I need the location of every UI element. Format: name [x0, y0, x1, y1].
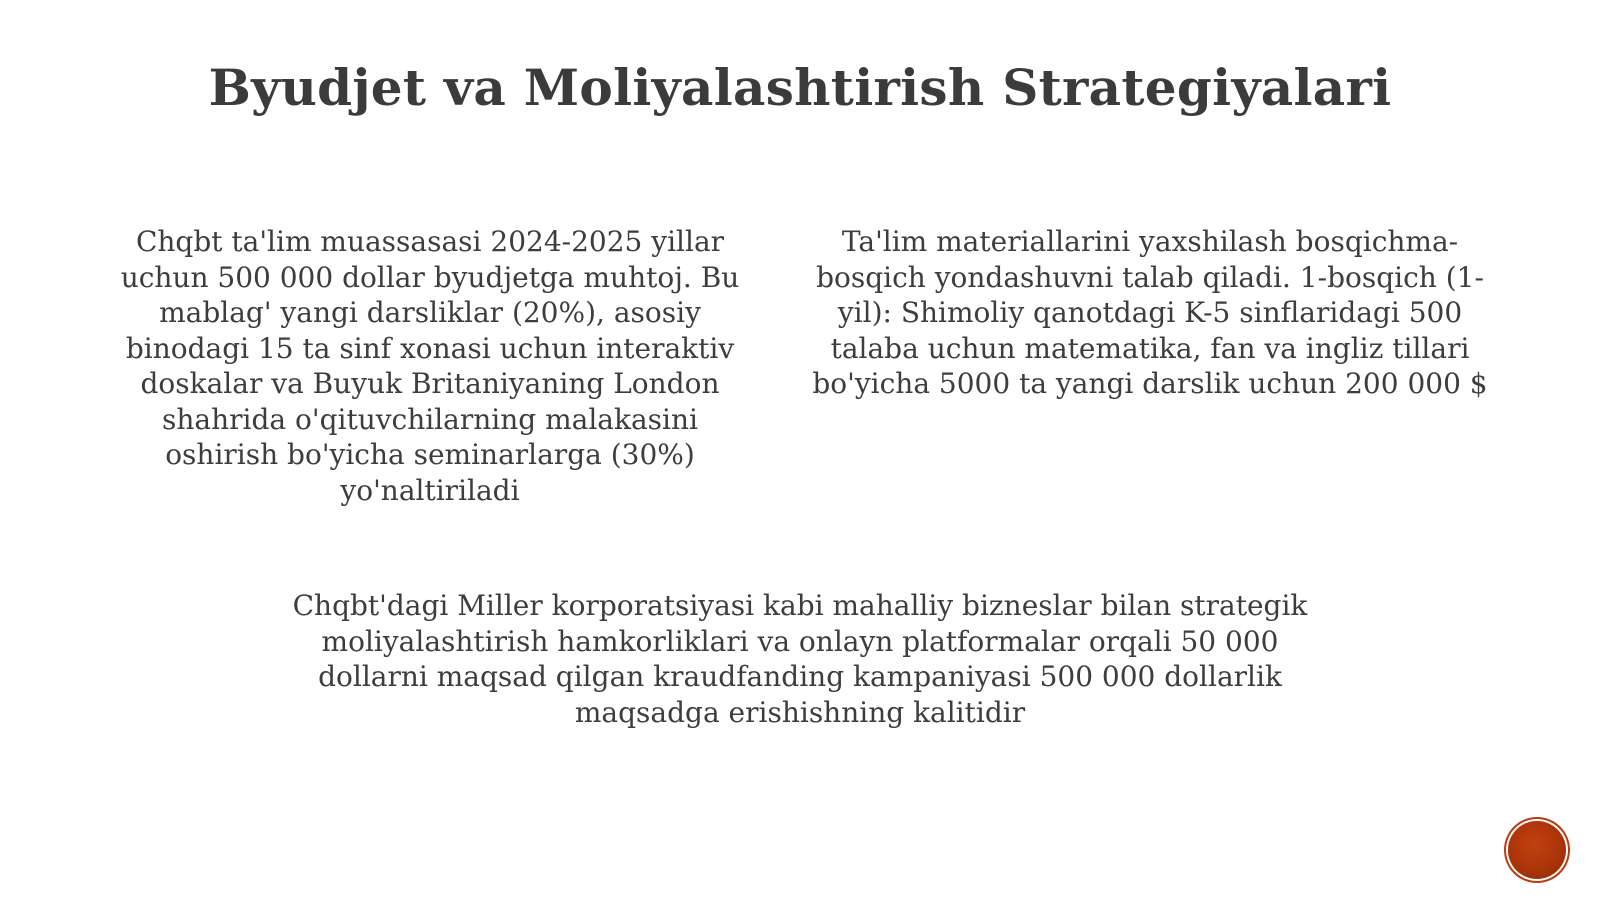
text-line: Ta'lim materiallarini yaxshilash bosqichma- — [841, 225, 1459, 258]
left-text-block — [110, 224, 750, 508]
text-line: yo'naltiriladi — [340, 473, 520, 507]
text-line: maqsadga erishishning kalitidir — [574, 695, 1026, 729]
text-line: moliyalashtirish hamkorliklari va onlayn platformalar orqali 50 000 — [321, 624, 1279, 658]
slide-title: Byudjet va Moliyalashtirish Strategiyalari — [208, 58, 1392, 117]
text-line: bo'yicha 5000 ta yangi darslik uchun 200 000 $ — [812, 367, 1488, 400]
text-line: oshirish bo'yicha seminarlarga (30%) — [165, 438, 695, 471]
text-line: Chqbt ta'lim muassasasi 2024-2025 yillar — [135, 225, 725, 258]
text-line: Chqbt'dagi Miller korporatsiyasi kabi mahalliy bizneslar bilan strategik — [292, 589, 1308, 622]
text-line: dollarni maqsad qilgan kraudfanding kampaniyasi 500 000 dollarlik — [318, 660, 1282, 693]
text-line: shahrida o'qituvchilarning malakasini — [162, 402, 698, 436]
corner-circle-icon — [1508, 821, 1566, 879]
text-line: talaba uchun matematika, fan va ingliz tillari — [830, 331, 1470, 365]
text-line: doskalar va Buyuk Britaniyaning London — [140, 367, 720, 400]
text-line: yil): Shimoliy qanotdagi K-5 sinflaridagi 500 — [837, 296, 1463, 329]
text-line: mablag' yangi darsliklar (20%), asosiy — [159, 296, 701, 329]
text-line: uchun 500 000 dollar byudjetga muhtoj. Bu — [120, 260, 740, 294]
text-line: bosqich yondashuvni talab qiladi. 1-bosqich (1- — [816, 260, 1484, 294]
right-text-block — [810, 224, 1490, 402]
text-line: binodagi 15 ta sinf xonasi uchun interaktiv — [125, 331, 735, 365]
bottom-text-block — [240, 588, 1360, 730]
